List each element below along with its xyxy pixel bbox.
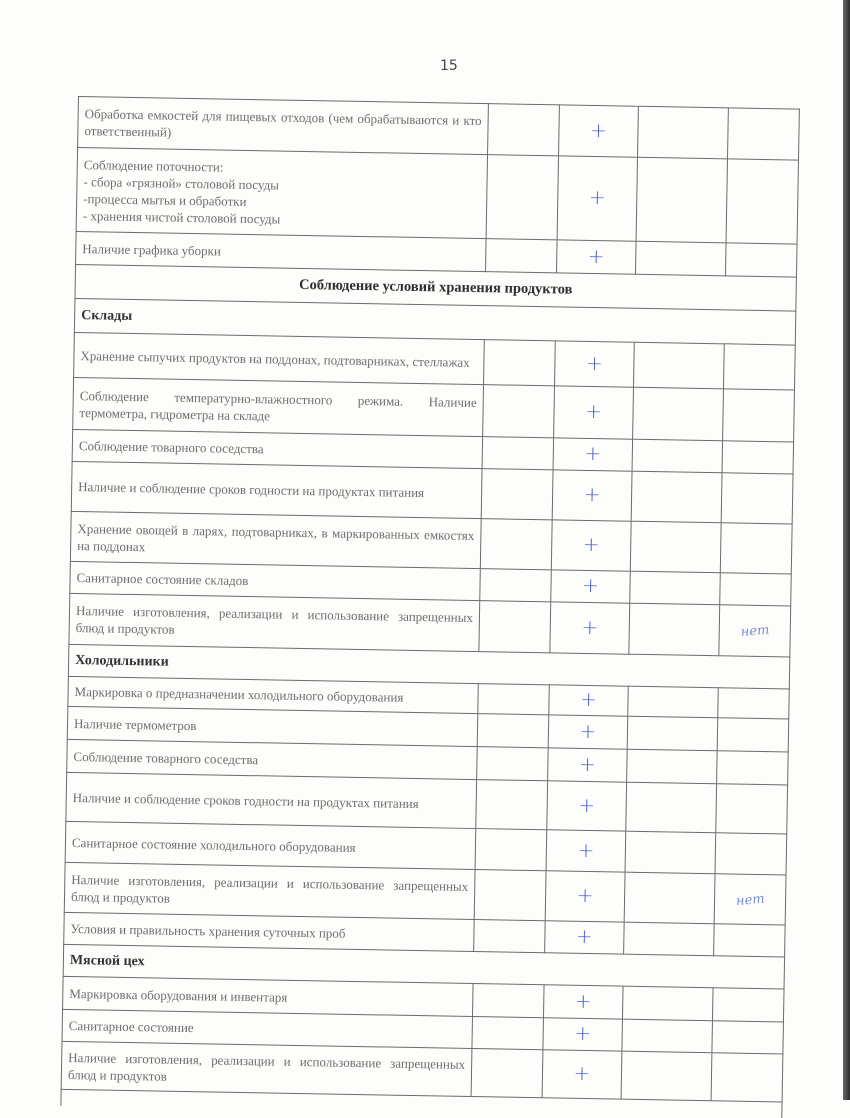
mark-cell-4 — [726, 159, 798, 244]
mark-cell-4 — [716, 784, 788, 834]
mark-cell-4 — [713, 988, 784, 1022]
mark-cell-4 — [721, 473, 793, 524]
mark-cell-3 — [626, 782, 717, 833]
criterion-text: Условия и правильность хранения суточных проб — [64, 912, 474, 951]
plus-mark: + — [582, 531, 600, 557]
mark-cell-2 — [554, 341, 635, 387]
mark-cell-3 — [636, 241, 726, 276]
mark-cell-4 — [721, 523, 793, 574]
mark-cell-1 — [480, 519, 552, 570]
criterion-text: Наличие изготовления, реализации и использование запрещенных блюд и продуктов — [69, 593, 480, 651]
mark-cell-4 — [714, 874, 786, 925]
mark-cell-1 — [471, 1049, 542, 1098]
criterion-text: Санитарное состояние — [62, 1009, 472, 1048]
mark-cell-2 — [548, 715, 628, 749]
plus-mark: + — [579, 686, 598, 712]
criterion-text: Соблюдение товарного соседства — [72, 429, 482, 468]
section-title: Соблюдение условий хранения продуктов — [75, 264, 796, 311]
subsection-title: Холодильники — [68, 644, 789, 689]
mark-cell-4 — [728, 108, 800, 160]
mark-cell-4 — [717, 718, 788, 752]
mark-cell-1 — [481, 469, 553, 520]
mark-cell-2 — [548, 685, 628, 716]
mark-cell-4 — [712, 1021, 783, 1054]
plus-mark: + — [581, 614, 599, 639]
mark-cell-3 — [638, 106, 729, 159]
mark-cell-4 — [715, 833, 786, 875]
mark-cell-1 — [472, 1017, 543, 1050]
mark-cell-3 — [631, 521, 722, 573]
plus-mark: + — [583, 481, 601, 507]
plus-mark: + — [585, 398, 603, 424]
criterion-text: Наличие и соблюдение сроков годности на продуктах питания — [66, 772, 477, 828]
criterion-text: Наличие изготовления, реализации и использование запрещенных блюд и продуктов — [61, 1041, 472, 1096]
mark-cell-3 — [632, 439, 722, 473]
mark-cell-3 — [632, 471, 723, 523]
plus-mark: + — [573, 1060, 591, 1086]
plus-mark: + — [576, 882, 594, 908]
mark-cell-2 — [550, 570, 630, 603]
mark-cell-3 — [630, 571, 720, 605]
mark-cell-2 — [546, 781, 627, 831]
criterion-text: Санитарное состояние холодильного оборудования — [65, 821, 476, 869]
mark-cell-3 — [621, 1051, 712, 1101]
plus-mark: + — [585, 350, 604, 375]
criterion-text: Обработка емкостей для пищевых отходов (чем обрабатываются и кто ответственный) — [78, 97, 489, 155]
mark-cell-2 — [556, 240, 636, 274]
plus-mark: + — [579, 718, 597, 743]
plus-mark: + — [587, 243, 605, 268]
mark-cell-2 — [544, 921, 624, 954]
mark-cell-1 — [482, 437, 553, 470]
plus-mark: + — [589, 117, 608, 142]
mark-cell-4 — [723, 389, 795, 442]
criterion-text: Хранение овощей в ларях, подтоварниках, в маркированных емкостях на поддонах — [70, 511, 481, 568]
mark-cell-1 — [477, 747, 548, 781]
mark-cell-3 — [625, 872, 716, 924]
mark-cell-3 — [622, 1019, 712, 1053]
plus-mark: + — [575, 923, 594, 949]
mark-cell-1 — [474, 920, 545, 953]
mark-cell-3 — [627, 749, 717, 784]
criterion-text: Соблюдение поточности: - сбора «грязной» столовой посуды -процесса мытья и обработки - хранения чистой столовой посуды — [76, 148, 487, 239]
mark-cell-4 — [720, 573, 791, 606]
subsection-title: Мясной цех — [63, 944, 784, 989]
criterion-text: Наличие и соблюдение сроков годности на продуктах питания — [71, 461, 482, 518]
mark-cell-2 — [553, 386, 634, 439]
mark-cell-2 — [545, 871, 626, 922]
mark-cell-3 — [634, 342, 725, 389]
mark-cell-4 — [724, 344, 796, 390]
mark-cell-1 — [472, 984, 543, 1018]
handwritten-note: нет — [739, 622, 770, 641]
mark-cell-4 — [726, 243, 797, 277]
mark-cell-3 — [629, 603, 720, 656]
checklist-table — [60, 96, 800, 1118]
plus-mark: + — [578, 751, 597, 776]
mark-cell-4 — [719, 605, 791, 657]
mark-cell-3 — [633, 387, 724, 441]
handwritten-note: нет — [735, 891, 766, 909]
plus-mark: + — [574, 1020, 592, 1046]
inspection-checklist — [60, 96, 800, 1118]
mark-cell-4 — [711, 1053, 783, 1102]
mark-cell-1 — [479, 601, 551, 653]
mark-cell-1 — [477, 714, 548, 748]
criterion-text: Маркировка оборудования и инвентаря — [63, 976, 473, 1016]
mark-cell-1 — [485, 239, 556, 273]
mark-cell-4 — [718, 688, 789, 719]
mark-cell-1 — [483, 340, 554, 386]
mark-cell-3 — [628, 686, 718, 718]
mark-cell-1 — [475, 829, 546, 871]
mark-cell-2 — [557, 156, 638, 241]
page-number: 15 — [440, 58, 458, 74]
mark-cell-2 — [552, 470, 633, 521]
mark-cell-2 — [543, 1018, 623, 1051]
criterion-text: Наличие термометров — [67, 706, 477, 746]
mark-cell-1 — [480, 569, 551, 602]
plus-mark: + — [578, 792, 596, 817]
mark-cell-4 — [722, 441, 793, 474]
mark-cell-1 — [488, 104, 560, 156]
table-row — [76, 148, 798, 245]
plus-mark: + — [574, 988, 592, 1013]
mark-cell-1 — [478, 684, 549, 715]
mark-cell-2 — [551, 520, 632, 571]
plus-mark: + — [584, 440, 602, 466]
mark-cell-1 — [483, 385, 555, 438]
mark-cell-1 — [476, 780, 548, 830]
criterion-text: Наличие графика уборки — [76, 231, 486, 271]
mark-cell-1 — [486, 155, 558, 240]
mark-cell-2 — [549, 602, 630, 654]
mark-cell-3 — [623, 986, 713, 1021]
criterion-text: Хранение сыпучих продуктов на поддонах, подтоварниках, стеллажах — [74, 332, 485, 384]
mark-cell-2 — [543, 985, 623, 1019]
mark-cell-3 — [625, 831, 716, 874]
mark-cell-4 — [717, 751, 788, 785]
mark-cell-2 — [547, 748, 627, 782]
criterion-text: Соблюдение товарного соседства — [67, 739, 477, 779]
criterion-text: Соблюдение температурно-влажностного режима. Наличие термометра, гидрометра на складе — [73, 377, 484, 436]
subsection-title: Склады — [74, 298, 795, 345]
criterion-text: Маркировка о предназначении холодильного оборудования — [68, 676, 478, 713]
criterion-text: Наличие изготовления, реализации и использование запрещенных блюд и продуктов — [64, 862, 475, 919]
mark-cell-3 — [628, 716, 718, 751]
mark-cell-2 — [546, 830, 626, 872]
mark-cell-3 — [624, 922, 714, 956]
plus-mark: + — [581, 572, 600, 598]
mark-cell-1 — [474, 870, 546, 921]
scan-edge-shadow — [843, 0, 850, 1100]
mark-cell-2 — [553, 438, 633, 471]
plus-mark: + — [588, 184, 606, 210]
plus-mark: + — [577, 837, 595, 862]
mark-cell-2 — [558, 105, 639, 157]
criterion-text: Санитарное состояние складов — [70, 561, 480, 600]
mark-cell-3 — [636, 157, 727, 243]
mark-cell-2 — [542, 1050, 623, 1099]
mark-cell-4 — [714, 924, 785, 957]
